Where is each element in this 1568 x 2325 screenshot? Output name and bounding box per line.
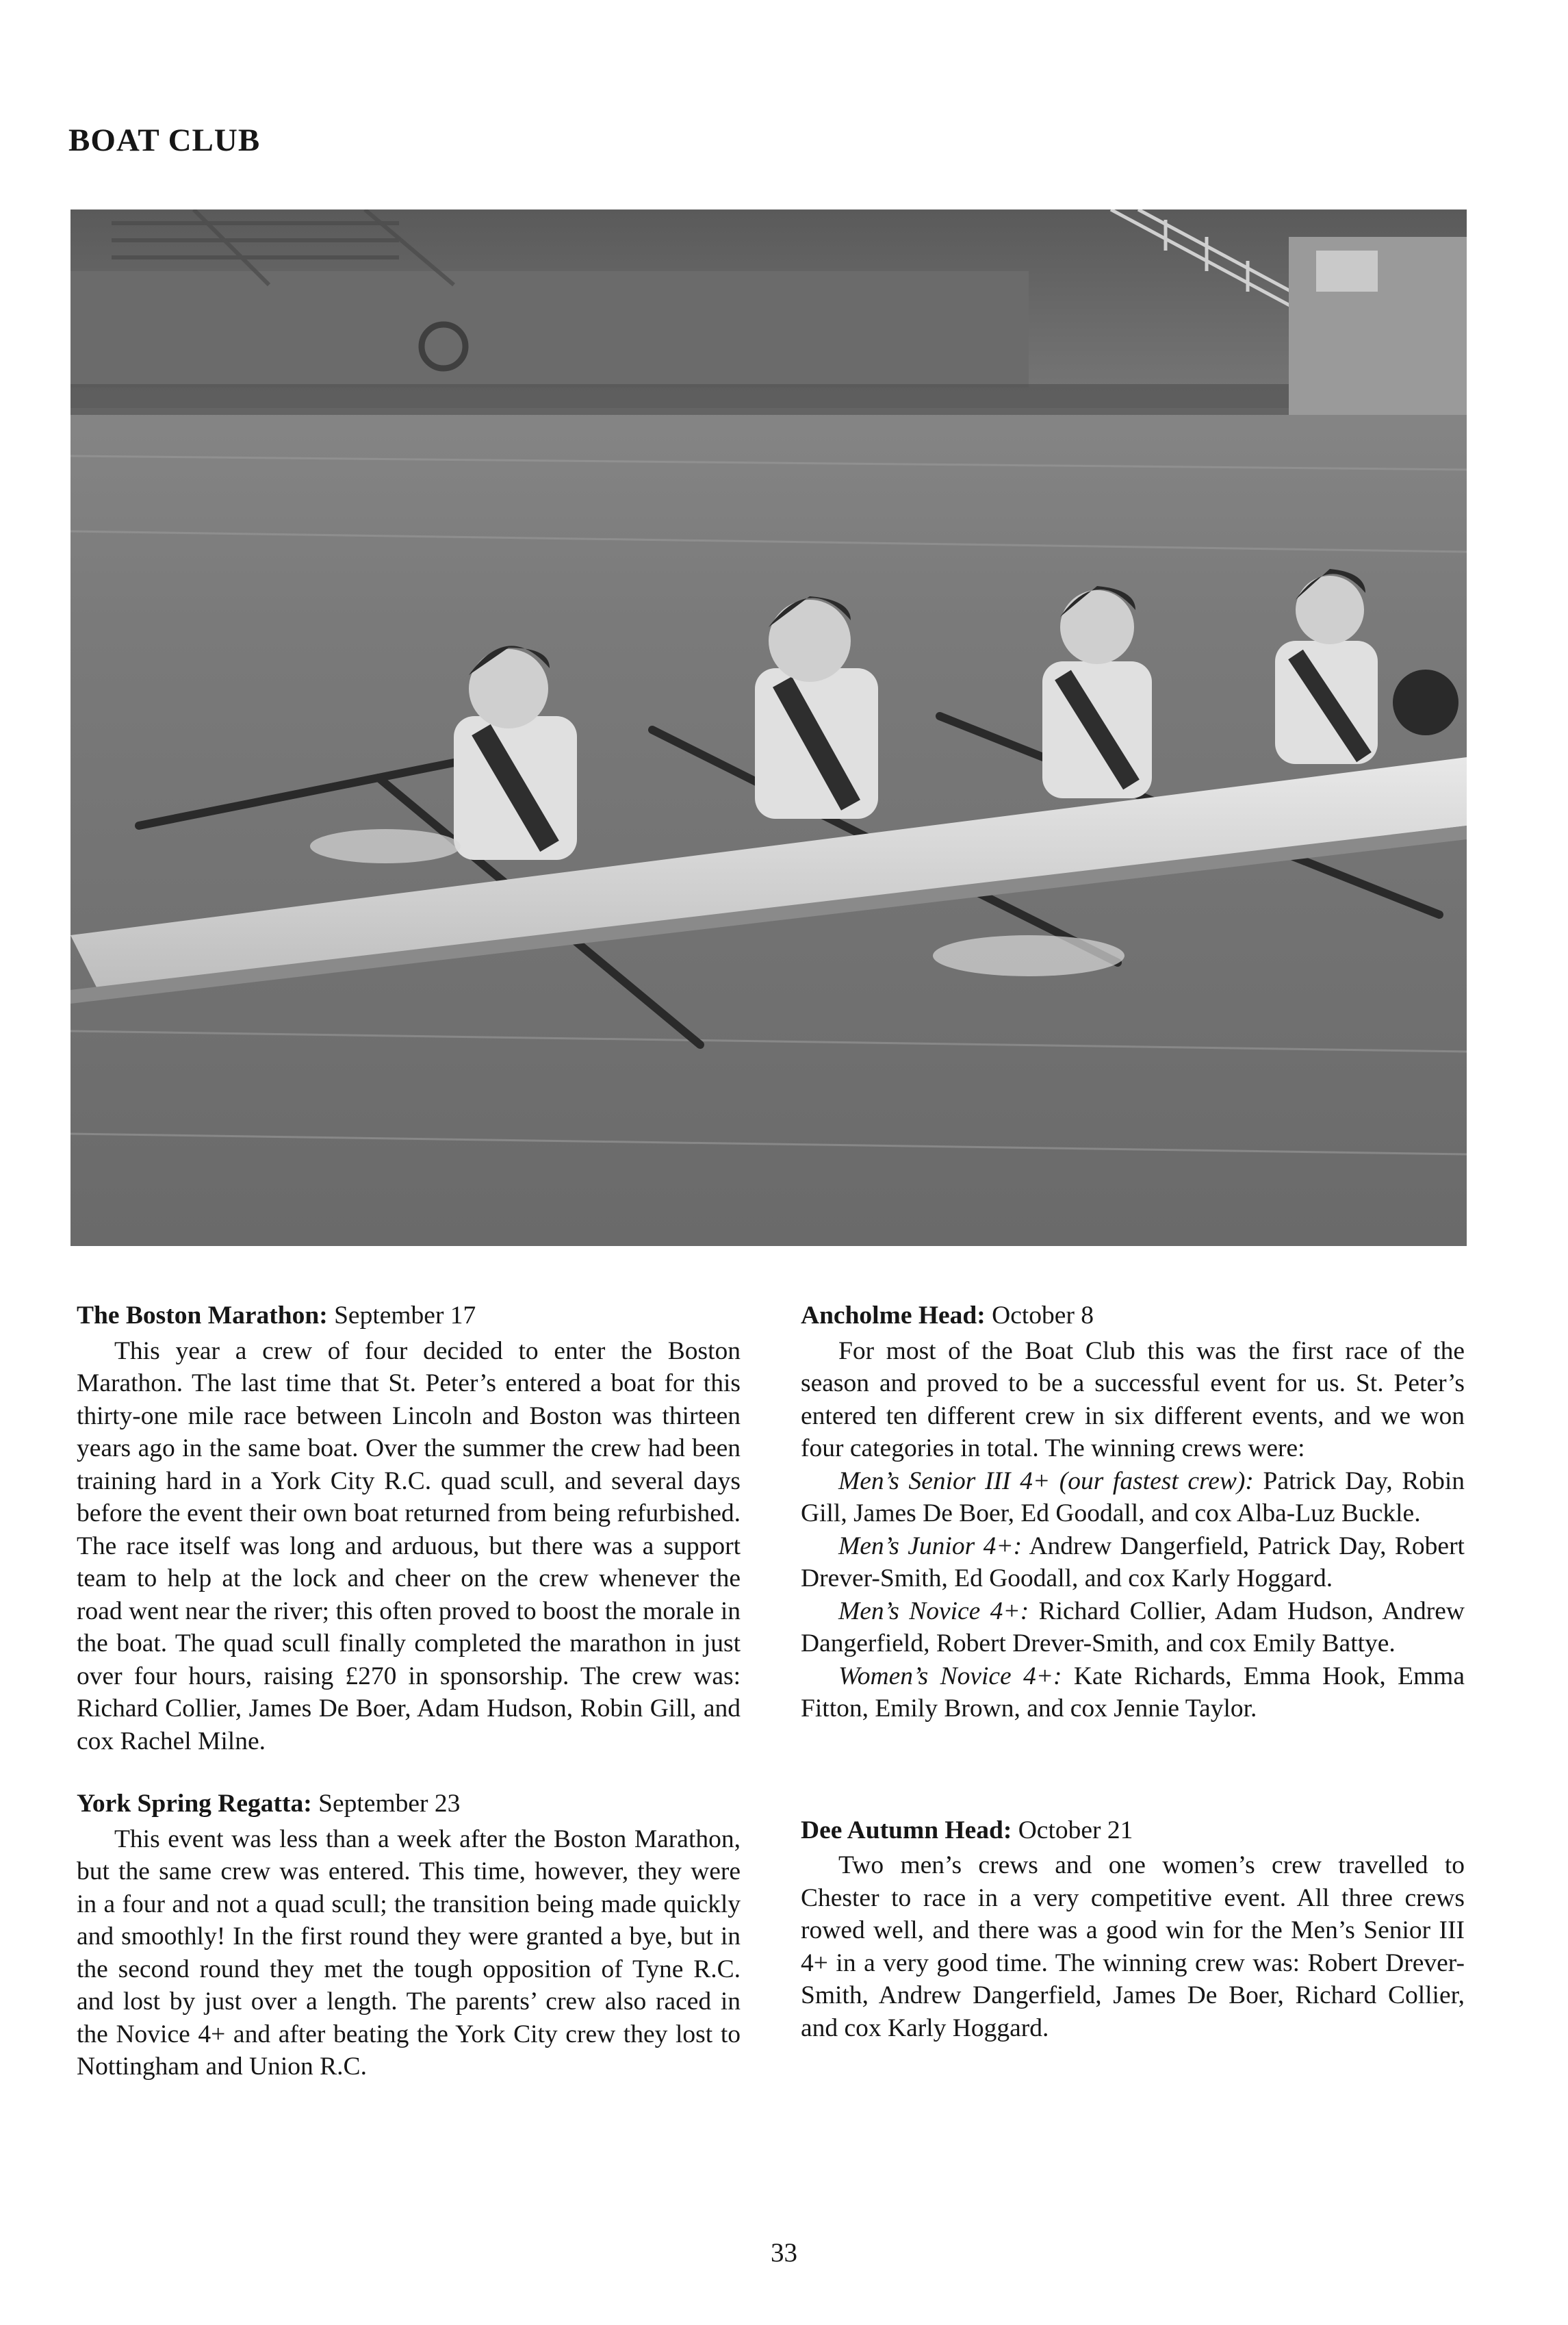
crew-entry xyxy=(801,1660,1465,1725)
ancholme-head-title: Ancholme Head: xyxy=(801,1301,986,1330)
dee-autumn-head-heading xyxy=(801,1814,1465,1847)
right-column xyxy=(801,1299,1465,2044)
boston-marathon-body: This year a crew of four decided to enter the Boston Marathon. The last time that St. Peter’s entered a boat for this thirty-one mile race between Lincoln and Boston was thirteen years ago in the same boat. Over the summer the crew had been training hard in a York City R.C. quad scull, and several days before the event their own boat returned from being refurbished. The race itself was long and arduous, but there was a support team to help at the lock and cheer on the crew whenever the road went near the river; this often proved to boost the morale in the boat. The quad scull finally completed the marathon in just over four hours, raising £270 in sponsorship. The crew was: Richard Collier, James De Boer, Adam Hudson, Robin Gill, and cox Rachel Milne. xyxy=(77,1336,741,1755)
left-column xyxy=(77,1299,741,2083)
page-number: 33 xyxy=(771,2238,797,2267)
york-regatta-body: This event was less than a week after the Boston Marathon, but the same crew was entered. This time, however, they were in a four and not a quad scull; the transition being made quickly and smoothly! In the first round they were granted a bye, but in the second round they met the tough opposition of Tyne R.C. and lost by just over a length. The parents’ crew also raced in the Novice 4+ and after beating the York City crew they lost to Nottingham and Union R.C. xyxy=(77,1825,741,2081)
dee-autumn-head-section xyxy=(801,1814,1465,2045)
ancholme-head-section xyxy=(801,1299,1465,1725)
york-regatta-heading xyxy=(77,1788,741,1820)
crew-category: Women’s Novice 4+: xyxy=(838,1662,1062,1690)
crew-category: Men’s Junior 4+: xyxy=(838,1532,1023,1560)
boston-marathon-title: The Boston Marathon: xyxy=(77,1301,328,1330)
crew-members: Patrick Day, Robin Gill, James De Boer, Ed Goodall, and cox Alba-Luz Buckle. xyxy=(801,1466,1465,1527)
boston-marathon-heading xyxy=(77,1299,741,1332)
york-regatta-date: September 23 xyxy=(318,1790,461,1818)
crew-entry xyxy=(801,1595,1465,1660)
boston-marathon-section xyxy=(77,1299,741,1757)
york-regatta-section xyxy=(77,1788,741,2083)
crew-members: Andrew Dangerfield, Patrick Day, Robert Drever-Smith, Ed Goodall, and cox Karly Hoggard. xyxy=(801,1532,1465,1592)
crew-members: Kate Richards, Emma Hook, Emma Fitton, Emily Brown, and cox Jennie Taylor. xyxy=(801,1662,1465,1723)
crew-entry xyxy=(801,1530,1465,1595)
ancholme-head-heading xyxy=(801,1299,1465,1332)
dee-autumn-head-body: Two men’s crews and one women’s crew travelled to Chester to race in a very competitive event. All three crews rowed well, and there was a good win for the Men’s Senior III 4+ in a very good time. The winning crew was: Robert Drever-Smith, Andrew Dangerfield, James De Boer, Richard Collier, and cox Karly Hoggard. xyxy=(801,1851,1465,2042)
boston-marathon-date: September 17 xyxy=(334,1301,476,1330)
crew-category: Men’s Novice 4+: xyxy=(838,1597,1029,1625)
dee-autumn-head-date: October 21 xyxy=(1018,1816,1133,1844)
crew-entry xyxy=(801,1465,1465,1530)
rowing-crew-photo xyxy=(70,209,1467,1246)
dee-autumn-head-title: Dee Autumn Head: xyxy=(801,1816,1012,1844)
ancholme-head-date: October 8 xyxy=(992,1301,1094,1330)
ancholme-head-body: For most of the Boat Club this was the first race of the season and proved to be a successful event for us. St. Peter’s entered ten different crew in six different events, and we won four categories in total. The winning crews were: xyxy=(801,1336,1465,1462)
page-title: BOAT CLUB xyxy=(68,123,261,158)
york-regatta-title: York Spring Regatta: xyxy=(77,1790,312,1818)
rowing-photo-illustration xyxy=(70,209,1467,1246)
crew-members: Richard Collier, Adam Hudson, Andrew Dangerfield, Robert Drever-Smith, and cox Emily Battye. xyxy=(801,1597,1465,1657)
crew-category: Men’s Senior III 4+ (our fastest crew): xyxy=(838,1466,1254,1495)
